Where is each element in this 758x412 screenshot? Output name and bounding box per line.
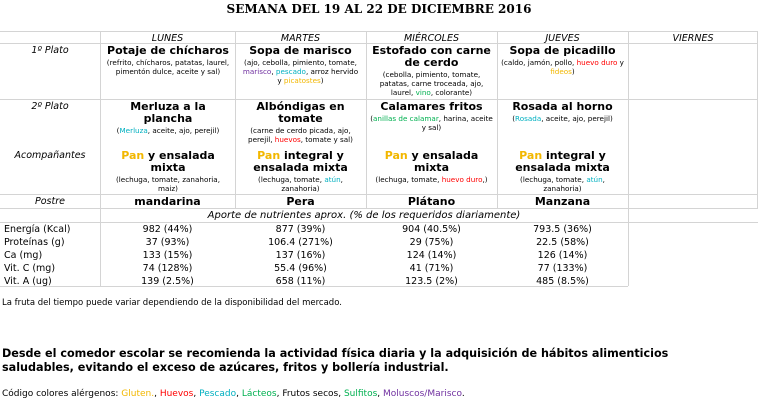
recommendation-text: Desde el comedor escolar se recomienda la actividad física diaria y la adquisición de hábitos alimenticios saludables, evitando el exceso de azúcares, fritos y bollería industrial. <box>2 347 669 374</box>
ingredient-text: , <box>154 389 160 399</box>
dish-name: Pan y ensalada mixta <box>121 149 215 174</box>
pan-label: Pan <box>384 149 408 162</box>
allergen-text: Merluza <box>119 126 148 135</box>
nutrient-label: Vit. C (mg) <box>4 263 56 274</box>
day-header-miercoles: MIÉRCOLES <box>403 33 460 44</box>
grid-line <box>0 208 758 209</box>
dish-name: Sopa de picadillo <box>509 44 616 57</box>
ingredient-text: (lechuga, tomate, <box>375 175 442 184</box>
day-header-jueves: JUEVES <box>545 33 580 44</box>
allergen-text: atún <box>324 175 341 184</box>
menu-cell-miercoles-acompanantes <box>370 150 493 184</box>
ingredient-text: , <box>193 389 200 399</box>
ingredient-text: ( <box>116 126 120 135</box>
dish-name: Pan y ensalada mixta <box>384 149 479 174</box>
row-label-primero: 1º Plato <box>31 45 69 56</box>
menu-cell-lunes-acompanantes <box>106 150 230 193</box>
ingredient-text: , <box>271 67 276 76</box>
menu-cell-martes-acompanantes <box>240 150 361 193</box>
menu-cell-martes-primero <box>240 45 361 85</box>
allergen-text: huevos <box>274 135 301 144</box>
nutrient-label: Energía (Kcal) <box>4 224 71 235</box>
ingredients <box>106 58 230 76</box>
fruit-note: La fruta del tiempo puede variar dependiendo de la disponibilidad del mercado. <box>2 298 342 308</box>
ingredient-text: (carne de cerdo picada, ajo, perejil, <box>248 126 351 144</box>
ingredients <box>501 58 624 76</box>
grid-line <box>0 99 758 100</box>
ingredient-text: . <box>461 389 465 399</box>
dish-name: Estofado con carne de cerdo <box>372 44 491 69</box>
ingredient-text: (cebolla, pimiento, tomate, patatas, carne troceada, ajo, laurel, <box>379 70 484 97</box>
ingredient-text: ) <box>320 76 324 85</box>
menu-cell-jueves-postre: Manzana <box>534 195 591 208</box>
menu-cell-martes-segundo <box>240 101 361 144</box>
grid-line <box>0 222 758 223</box>
ingredients <box>240 58 361 85</box>
ingredients <box>370 114 493 132</box>
ingredient-text: , colorante) <box>430 88 473 97</box>
grid-line <box>628 31 629 286</box>
allergen-legend-items <box>121 389 464 399</box>
pan-label: Pan <box>519 149 543 162</box>
menu-cell-lunes-primero <box>106 45 230 76</box>
allergen-text: duro <box>466 175 483 184</box>
allergen-text: Rosada <box>515 114 542 123</box>
ingredient-text: , <box>276 389 283 399</box>
ingredient-text: ,) <box>482 175 488 184</box>
ingredients <box>106 126 230 135</box>
menu-cell-jueves-segundo <box>501 101 624 123</box>
nutrient-label: Vit. A (ug) <box>4 276 52 287</box>
ingredient-text: , <box>236 389 242 399</box>
dish-name: Rosada al horno <box>512 100 613 113</box>
ingredient-text: (lechuga, tomate, <box>520 175 587 184</box>
ingredients <box>501 114 624 123</box>
ingredient-text: , zanahoria) <box>281 175 343 193</box>
nutrient-value: 139 (2.5%) <box>141 276 194 287</box>
pan-label: Pan <box>121 149 145 162</box>
nutrient-value: 877 (39%) <box>275 224 326 235</box>
menu-cell-miercoles-postre: Plátano <box>407 195 456 208</box>
ingredient-text: (caldo, jamón, pollo, <box>501 58 577 67</box>
allergen-text: vino <box>415 88 431 97</box>
nutrient-value: 77 (133%) <box>537 263 588 274</box>
day-header-viernes: VIERNES <box>672 33 714 44</box>
ingredient-text: ( <box>370 114 373 123</box>
menu-cell-miercoles-primero <box>370 45 493 97</box>
nutrient-value: 29 (75%) <box>409 237 454 248</box>
ingredient-text: , zanahoria) <box>543 175 605 193</box>
nutrient-value: 123.5 (2%) <box>405 276 458 287</box>
allergen-text: picatostes <box>283 76 321 85</box>
nutrient-value: 904 (40.5%) <box>402 224 461 235</box>
ingredient-text: (ajo, cebolla, pimiento, tomate, <box>244 58 357 67</box>
menu-cell-miercoles-segundo <box>370 101 493 132</box>
ingredient-text: , arroz hervido y <box>277 67 359 85</box>
menu-cell-jueves-primero <box>501 45 624 76</box>
allergen-text: Huevos <box>159 389 194 399</box>
allergen-text: fideos <box>550 67 572 76</box>
ingredient-text: (refrito, chícharos, patatas, laurel, pimentón dulce, aceite y sal) <box>106 58 230 76</box>
dish-name: Albóndigas en tomate <box>256 100 345 125</box>
ingredient-text: , harina, aceite y sal) <box>421 114 493 132</box>
nutrient-heading: Aporte de nutrientes aprox. (% de los requeridos diariamente) <box>207 210 521 221</box>
row-label-segundo: 2º Plato <box>31 101 69 112</box>
allergen-text: huevo <box>441 175 464 184</box>
menu-cell-martes-postre: Pera <box>286 195 315 208</box>
allergen-legend <box>2 389 465 399</box>
ingredient-text: (lechuga, tomate, zanahoria, maiz) <box>116 175 220 193</box>
day-header-martes: MARTES <box>280 33 321 44</box>
grid-line <box>235 31 236 209</box>
ingredient-text: y <box>617 58 624 67</box>
dish-name: Pan integral y ensalada mixta <box>253 149 348 174</box>
allergen-text: Sulfitos <box>343 389 378 399</box>
menu-cell-jueves-acompanantes <box>501 150 624 193</box>
nutrient-value: 106.4 (271%) <box>268 237 333 248</box>
page-title: SEMANA DEL 19 AL 22 DE DICIEMBRE 2016 <box>226 2 532 16</box>
nutrient-value: 41 (71%) <box>409 263 454 274</box>
nutrient-value: 133 (15%) <box>142 250 193 261</box>
allergen-legend-prefix: Código colores alérgenos: <box>2 389 122 399</box>
allergen-text: pescado <box>275 67 306 76</box>
allergen-text: atún <box>586 175 603 184</box>
nutrient-value: 793.5 (36%) <box>533 224 592 235</box>
menu-cell-lunes-segundo <box>106 101 230 135</box>
ingredients <box>106 175 230 193</box>
nutrient-value: 74 (128%) <box>142 263 193 274</box>
dish-name: Pan integral y ensalada mixta <box>515 149 610 174</box>
allergen-text: Pescado <box>199 389 237 399</box>
allergen-text: Lácteos <box>241 389 277 399</box>
nutrient-value: 137 (16%) <box>275 250 326 261</box>
dish-name: Potaje de chícharos <box>107 44 229 57</box>
nutrient-label: Ca (mg) <box>4 250 43 261</box>
allergen-text: Moluscos/Marisco <box>383 389 462 399</box>
row-label-postre: Postre <box>35 196 65 207</box>
allergen-text: Frutos secos <box>282 389 339 399</box>
allergen-text: marisco <box>242 67 272 76</box>
menu-cell-lunes-postre: mandarina <box>134 195 201 208</box>
dish-name: Merluza a la plancha <box>130 100 206 125</box>
ingredient-text: ) <box>571 67 575 76</box>
ingredients <box>370 70 493 97</box>
nutrient-value: 126 (14%) <box>537 250 588 261</box>
ingredient-text: , aceite, ajo, perejil) <box>541 114 613 123</box>
dish-name: Calamares fritos <box>380 100 483 113</box>
allergen-text: huevo duro <box>576 58 618 67</box>
nutrient-value: 55.4 (96%) <box>274 263 327 274</box>
nutrient-label: Proteínas (g) <box>4 237 65 248</box>
ingredient-text: ( <box>512 114 516 123</box>
ingredient-text: , <box>377 389 383 399</box>
ingredient-text: , aceite, ajo, perejil) <box>147 126 220 135</box>
grid-line <box>497 31 498 209</box>
nutrient-value: 982 (44%) <box>142 224 193 235</box>
nutrient-value: 124 (14%) <box>406 250 457 261</box>
row-label-acompanantes: Acompañantes <box>14 150 86 161</box>
nutrient-value: 37 (93%) <box>145 237 190 248</box>
grid-line <box>366 31 367 209</box>
dish-name: Sopa de marisco <box>249 44 352 57</box>
ingredients <box>501 175 624 193</box>
ingredient-text: , <box>338 389 344 399</box>
nutrient-value: 22.5 (58%) <box>536 237 589 248</box>
day-header-lunes: LUNES <box>151 33 184 44</box>
ingredients <box>240 126 361 144</box>
grid-line <box>0 31 758 32</box>
grid-line <box>0 194 758 195</box>
allergen-text: anillas de calamar <box>373 114 439 123</box>
ingredients <box>370 175 493 184</box>
ingredient-text: (lechuga, tomate, <box>258 175 325 184</box>
ingredients <box>240 175 361 193</box>
pan-label: Pan <box>257 149 281 162</box>
nutrient-value: 485 (8.5%) <box>536 276 589 287</box>
nutrient-value: 658 (11%) <box>275 276 326 287</box>
allergen-text: Gluten. <box>121 389 155 399</box>
ingredient-text: , tomate y sal) <box>300 135 353 144</box>
